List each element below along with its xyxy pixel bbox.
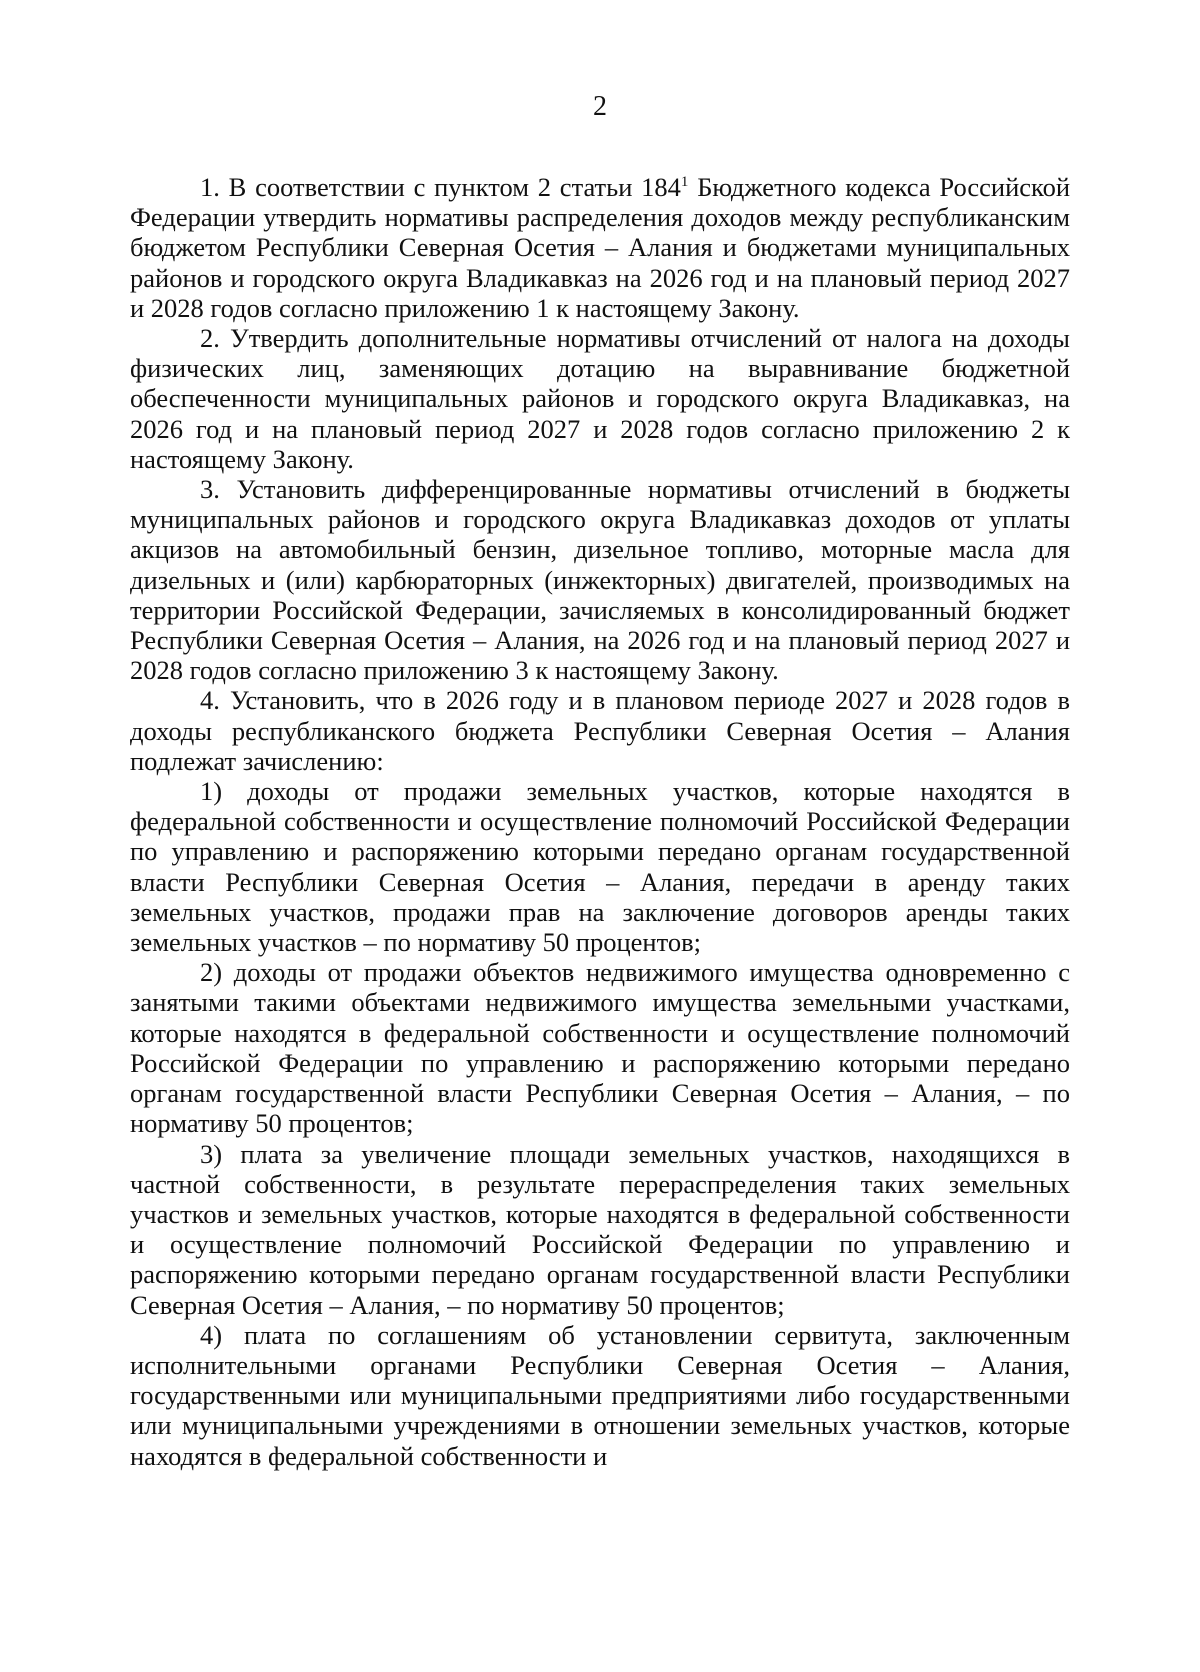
paragraph-3: 3. Установить дифференцированные нормативы отчислений в бюджеты муниципальных районов и городского округа Владикавказ доходов от уплаты акцизов на автомобильный бензин, дизельное топливо, моторные масла для дизельных и (или) карбюраторных (инжекторных) двигателей, производимых на территории Российской Федерации, зачисляемых в консолидированный бюджет Республики Северная Осетия – Алания, на 2026 год и на плановый период 2027 и 2028 годов согласно приложению 3 к настоящему Закону. xyxy=(130,474,1070,686)
paragraph-1-superscript: 1 xyxy=(680,174,689,190)
list-item-4: 4) плата по соглашениям об установлении сервитута, заключенным исполнительными органами Республики Северная Осетия – Алания, государственными или муниципальными предприятиями либо государственными или муниципальными учреждениями в отношении земельных участков, которые находятся в федеральной собственности и xyxy=(130,1319,1070,1471)
list-item-2: 2) доходы от продажи объектов недвижимого имущества одновременно с занятыми такими объектами недвижимого имущества земельными участками, которые находятся в федеральной собственности и осуществление полномочий Российской Федерации по управлению и распоряжению которыми передано органам государственной власти Республики Северная Осетия – Алания, – по нормативу 50 процентов; xyxy=(130,957,1070,1139)
page-number: 2 xyxy=(593,91,607,122)
list-item-1: 1) доходы от продажи земельных участков, которые находятся в федеральной собственности и осуществление полномочий Российской Федерации по управлению и распоряжению которыми передано органам государственной власти Республики Северная Осетия – Алания, передачи в аренду таких земельных участков, продажи прав на заключение договоров аренды таких земельных участков – по нормативу 50 процентов; xyxy=(130,776,1070,958)
paragraph-1-text-end: Бюджетного кодекса Российской Федерации утвердить нормативы распределения доходов между республиканским бюджетом Республики Северная Осетия – Алания и бюджетами муниципальных районов и городского округа Владикавказ на 2026 год и на плановый период 2027 и 2028 годов согласно приложению 1 к настоящему Закону. xyxy=(130,172,1070,323)
paragraph-2: 2. Утвердить дополнительные нормативы отчислений от налога на доходы физических лиц, заменяющих дотацию на выравнивание бюджетной обеспеченности муниципальных районов и городского округа Владикавказ, на 2026 год и на плановый период 2027 и 2028 годов согласно приложению 2 к настоящему Закону. xyxy=(130,323,1070,474)
paragraph-1-text-start: 1. В соответствии с пунктом 2 статьи 184 xyxy=(200,172,681,202)
paragraph-1 xyxy=(130,172,1070,323)
document-body xyxy=(130,172,1070,1471)
list-item-3: 3) плата за увеличение площади земельных участков, находящихся в частной собственности, в результате перераспределения таких земельных участков и земельных участков, которые находятся в федеральной собственности и осуществление полномочий Российской Федерации по управлению и распоряжению которыми передано органам государственной власти Республики Северная Осетия – Алания, – по нормативу 50 процентов; xyxy=(130,1138,1070,1320)
paragraph-4: 4. Установить, что в 2026 году и в плановом периоде 2027 и 2028 годов в доходы республиканского бюджета Республики Северная Осетия – Алания подлежат зачислению: xyxy=(130,685,1070,776)
